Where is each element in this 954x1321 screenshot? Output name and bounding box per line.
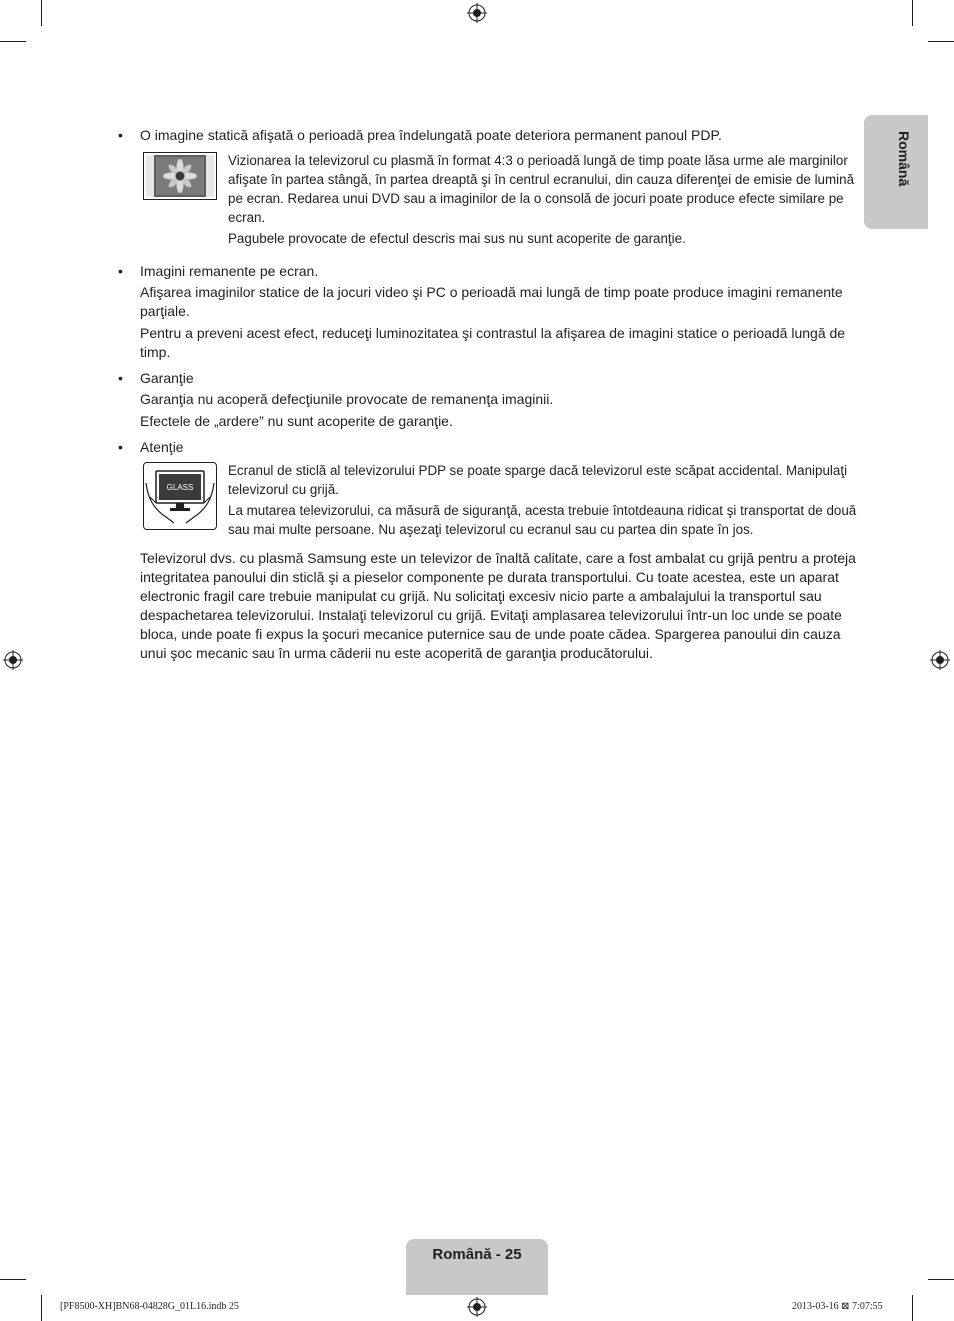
paragraph: Ecranul de sticlă al televizorului PDP se poate sparge dacă televizorul este scăpat accidental. Manipulaţi televizorul cu grijă. La mutarea televizorului, ca măsură de siguranţă, acesta trebuie întotdeauna ridicat şi transportat de două sau mai multe persoane. Nu aşezaţi televizorul cu ecranul sau cu partea din spate în jos. <box>228 463 857 537</box>
crop-mark <box>41 1295 42 1321</box>
closing-paragraph: Televizorul dvs. cu plasmă Samsung este un televizor de înaltă calitate, care a fost ambalat cu grijă pentru a proteja integritatea panoului din sticlă şi a pieselor componente pe durata transportului. Cu toate acestea, este un aparat electronic fragil care trebuie manipulat cu grijă. Nu solicitaţi excesiv nicio parte a ambalajului la transportul sau despachetarea televizorului. Instalaţi televizorul cu grijă. Evitaţi amplasarea televizorului într-un loc unde se poate bloca, unde poate fi expus la şocuri mecanice puternice sau de unde poate cădea. Spargerea panoului din cauza unui şoc mecanic sau în urma căderii nu este acoperită de garanţia producătorului. <box>140 550 856 661</box>
crop-mark <box>912 1295 913 1321</box>
crop-mark <box>41 0 42 26</box>
section-heading: • Garanţie <box>118 370 194 386</box>
hands-holding-tv-icon <box>144 463 216 529</box>
side-tab-label: Română <box>896 131 912 187</box>
glass-tv-warning-icon <box>143 462 217 530</box>
print-slug-left: [PF8500-XH]BN68-04828G_01L16.indb 25 <box>60 1301 239 1312</box>
tv-burn-in-thumbnail <box>143 152 217 200</box>
crop-mark <box>0 1279 26 1280</box>
section-heading: • Atenţie <box>118 439 184 455</box>
language-side-tab <box>864 115 928 229</box>
paragraph: Garanţia nu acoperă defecţiunile provocate de remanenţa imaginii. Efectele de „ardere” nu sunt acoperite de garanţie. <box>140 391 554 429</box>
registration-mark-icon <box>3 650 23 670</box>
section-heading: • O imagine statică afişată o perioadă prea îndelungată poate deteriora permanent panoul PDP. <box>118 127 722 143</box>
registration-mark-icon <box>467 3 487 23</box>
crop-mark <box>928 41 954 42</box>
paragraph: Vizionarea la televizorul cu plasmă în format 4:3 o perioadă lungă de timp poate lăsa urme ale marginilor afişate în partea stângă, în partea dreaptă şi în centrul ecranului, din cauza diferenţei de emisie de lumină pe ecran. Redarea unui DVD sau a imaginilor de la o consolă de jocuri poate produce efecte similare pe ecran. Pagubele provocate de efectul descris mai sus nu sunt acoperite de garanţie. <box>228 153 855 246</box>
print-slug-right: 2013-03-16 ⊠ 7:07:55 <box>792 1301 883 1312</box>
flower-image-icon <box>144 153 216 199</box>
page-number-tab <box>406 1239 548 1295</box>
section-heading: • Imagini remanente pe ecran. <box>118 263 319 279</box>
registration-mark-icon <box>930 650 950 670</box>
registration-mark-icon <box>467 1297 487 1317</box>
paragraph: Afişarea imaginilor statice de la jocuri video şi PC o perioadă mai lungă de timp poate produce imagini remanente parţiale. Pentru a preveni acest efect, reduceţi luminozitatea şi contrastul la afişarea de imagini statice o perioadă lungă de timp. <box>140 284 846 360</box>
crop-mark <box>912 0 913 26</box>
crop-mark <box>0 41 26 42</box>
crop-mark <box>928 1279 954 1280</box>
glass-label: GLASS <box>166 483 194 492</box>
page-number: Română - 25 <box>432 1246 522 1263</box>
